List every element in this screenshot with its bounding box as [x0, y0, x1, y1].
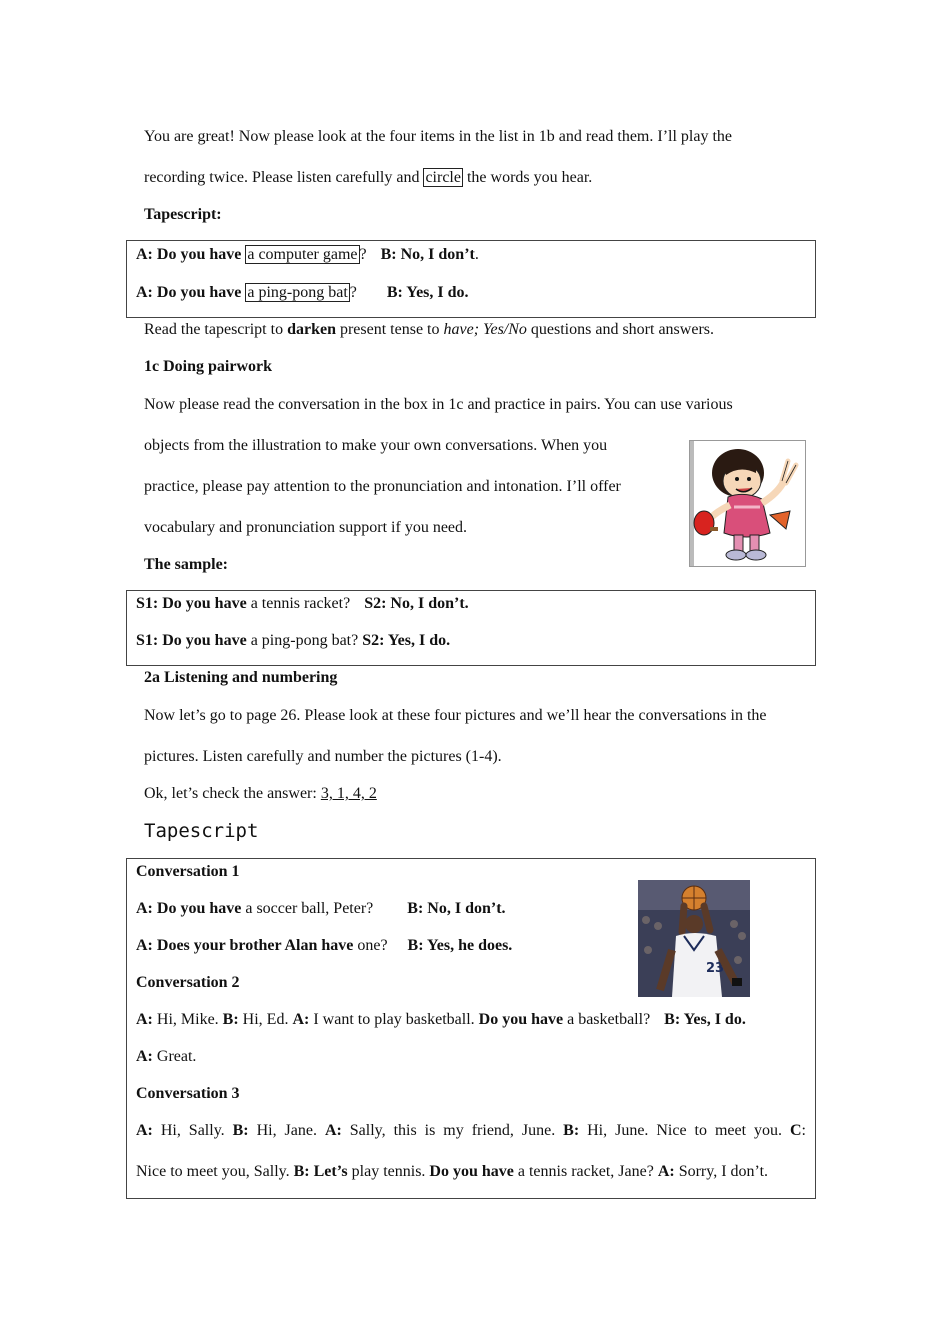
- speaker-b-label: B: Yes, I do.: [386, 284, 469, 301]
- dialog-text: Hi, Ed.: [238, 1011, 293, 1028]
- sample-object: a tennis racket?: [246, 595, 351, 612]
- speaker-label: B: Let’s: [293, 1163, 348, 1180]
- conversation-1-title: Conversation 1: [136, 863, 240, 880]
- cartoon-girl-illustration: [689, 440, 806, 567]
- speaker-label: A:: [292, 1011, 310, 1028]
- conversation-1-line-1: [136, 900, 506, 918]
- answer-line: [144, 785, 377, 803]
- answer-label: Ok, let’s check the answer:: [144, 785, 321, 802]
- conversation-2-line-2: [136, 1048, 196, 1066]
- bold-phrase: Do you have: [429, 1163, 514, 1180]
- section-2a-heading: 2a Listening and numbering: [144, 669, 338, 686]
- dialog-text: play tennis.: [347, 1163, 430, 1180]
- period: .: [474, 246, 479, 263]
- circle-keyword: circle: [425, 169, 461, 186]
- svg-text:23: 23: [706, 961, 725, 976]
- dialog-text: Hi, Sally.: [152, 1122, 233, 1139]
- conversation-3-line-2: [136, 1163, 768, 1181]
- section-1c-line-4: vocabulary and pronunciation support if you need.: [144, 519, 468, 536]
- speaker-label: B: No, I don’t.: [407, 900, 506, 917]
- sample-row: [136, 595, 469, 613]
- dialog-text: Hi, Jane.: [248, 1122, 325, 1139]
- section-1c-line-3: practice, please pay attention to the pronunciation and intonation. I’ll offer: [144, 478, 621, 495]
- sample-row: [136, 632, 450, 650]
- speaker-label: B: Yes, he does.: [407, 937, 513, 954]
- dialog-text: :: [801, 1122, 806, 1139]
- tapescript-row: [136, 246, 479, 264]
- dialog-text: a soccer ball, Peter?: [241, 900, 374, 917]
- section-1c-line-2: objects from the illustration to make your own conversations. When you: [144, 437, 608, 454]
- speaker-label: B:: [232, 1122, 249, 1139]
- speaker-s1-label: S1: Do you have: [136, 632, 247, 649]
- note-bold: darken: [287, 321, 336, 338]
- dialog-text: a basketball?: [563, 1011, 651, 1028]
- conversation-3-line-1: [136, 1122, 806, 1140]
- tapescript-box: [126, 240, 816, 318]
- sample-heading: The sample:: [144, 556, 228, 573]
- read-note: [144, 321, 714, 339]
- conversations-box: [126, 858, 816, 1199]
- note-text: Read the tapescript to: [144, 321, 288, 338]
- speaker-a-label: A: Do you have: [136, 246, 242, 263]
- section-1c-line-1: Now please read the conversation in the box in 1c and practice in pairs. You can use various: [144, 396, 733, 413]
- dialog-text: Sorry, I don’t.: [674, 1163, 769, 1180]
- boxed-item: a ping-pong bat: [247, 284, 348, 301]
- conversation-2-title: Conversation 2: [136, 974, 240, 991]
- section-2a-line-2: pictures. Listen carefully and number the pictures (1-4).: [144, 748, 502, 765]
- sample-object: a ping-pong bat?: [246, 632, 359, 649]
- speaker-label: A:: [324, 1122, 342, 1139]
- answer-value: 3, 1, 4, 2: [320, 785, 377, 802]
- dialog-text: a tennis racket, Jane?: [513, 1163, 658, 1180]
- speaker-label: A:: [657, 1163, 675, 1180]
- speaker-label: B:: [222, 1011, 239, 1028]
- speaker-s2-label: S2: No, I don’t.: [364, 595, 469, 612]
- speaker-b-label: B: No, I don’t: [380, 246, 475, 263]
- speaker-label: A: Do you have: [136, 900, 242, 917]
- dialog-text: Hi, June. Nice to meet you.: [579, 1122, 790, 1139]
- speaker-label: B:: [563, 1122, 580, 1139]
- tapescript-row: [136, 284, 469, 302]
- speaker-s1-label: S1: Do you have: [136, 595, 247, 612]
- conversation-3-title: Conversation 3: [136, 1085, 240, 1102]
- speaker-a-label: A: Do you have: [136, 284, 242, 301]
- dialog-text: Nice to meet you, Sally.: [136, 1163, 294, 1180]
- sample-box: [126, 590, 816, 666]
- speaker-label: A:: [136, 1048, 153, 1065]
- speaker-label: B: Yes, I do.: [664, 1011, 746, 1028]
- boxed-item: a computer game: [247, 246, 358, 263]
- intro-line-2: [144, 157, 592, 198]
- speaker-label: A:: [136, 1122, 153, 1139]
- conversation-2-line-1: [136, 1011, 746, 1029]
- tapescript-heading: Tapescript:: [144, 206, 222, 223]
- section-2a-line-1: Now let’s go to page 26. Please look at these four pictures and we’ll hear the conversations in the: [144, 707, 767, 724]
- section-1c-heading: 1c Doing pairwork: [144, 358, 272, 375]
- speaker-label: A:: [136, 1011, 153, 1028]
- question-mark: ?: [349, 284, 357, 301]
- dialog-text: I want to play basketball.: [309, 1011, 479, 1028]
- dialog-text: Sally, this is my friend, June.: [341, 1122, 564, 1139]
- bold-phrase: Do you have: [478, 1011, 564, 1028]
- dialog-text: one?: [353, 937, 388, 954]
- cartoon-girl-image: [690, 441, 805, 566]
- intro-text: recording twice. Please listen carefully and: [144, 169, 424, 186]
- speaker-s2-label: S2: Yes, I do.: [362, 632, 451, 649]
- note-text: questions and short answers.: [526, 321, 714, 338]
- conversation-1-line-2: [136, 937, 512, 955]
- speaker-label: C: [789, 1122, 802, 1139]
- tapescript-2-heading: Tapescript: [144, 820, 259, 842]
- speaker-label: A: Does your brother Alan have: [136, 937, 354, 954]
- dialog-text: Hi, Mike.: [152, 1011, 223, 1028]
- basketball-player-image: [638, 880, 750, 997]
- dialog-text: Great.: [152, 1048, 197, 1065]
- note-text: present tense to: [335, 321, 444, 338]
- intro-line-1: You are great! Now please look at the four items in the list in 1b and read them. I’ll play the: [144, 128, 732, 145]
- basketball-player-photo: [638, 880, 750, 997]
- intro-text-end: the words you hear.: [462, 169, 593, 186]
- note-italic: have; Yes/No: [443, 321, 527, 338]
- question-mark: ?: [359, 246, 367, 263]
